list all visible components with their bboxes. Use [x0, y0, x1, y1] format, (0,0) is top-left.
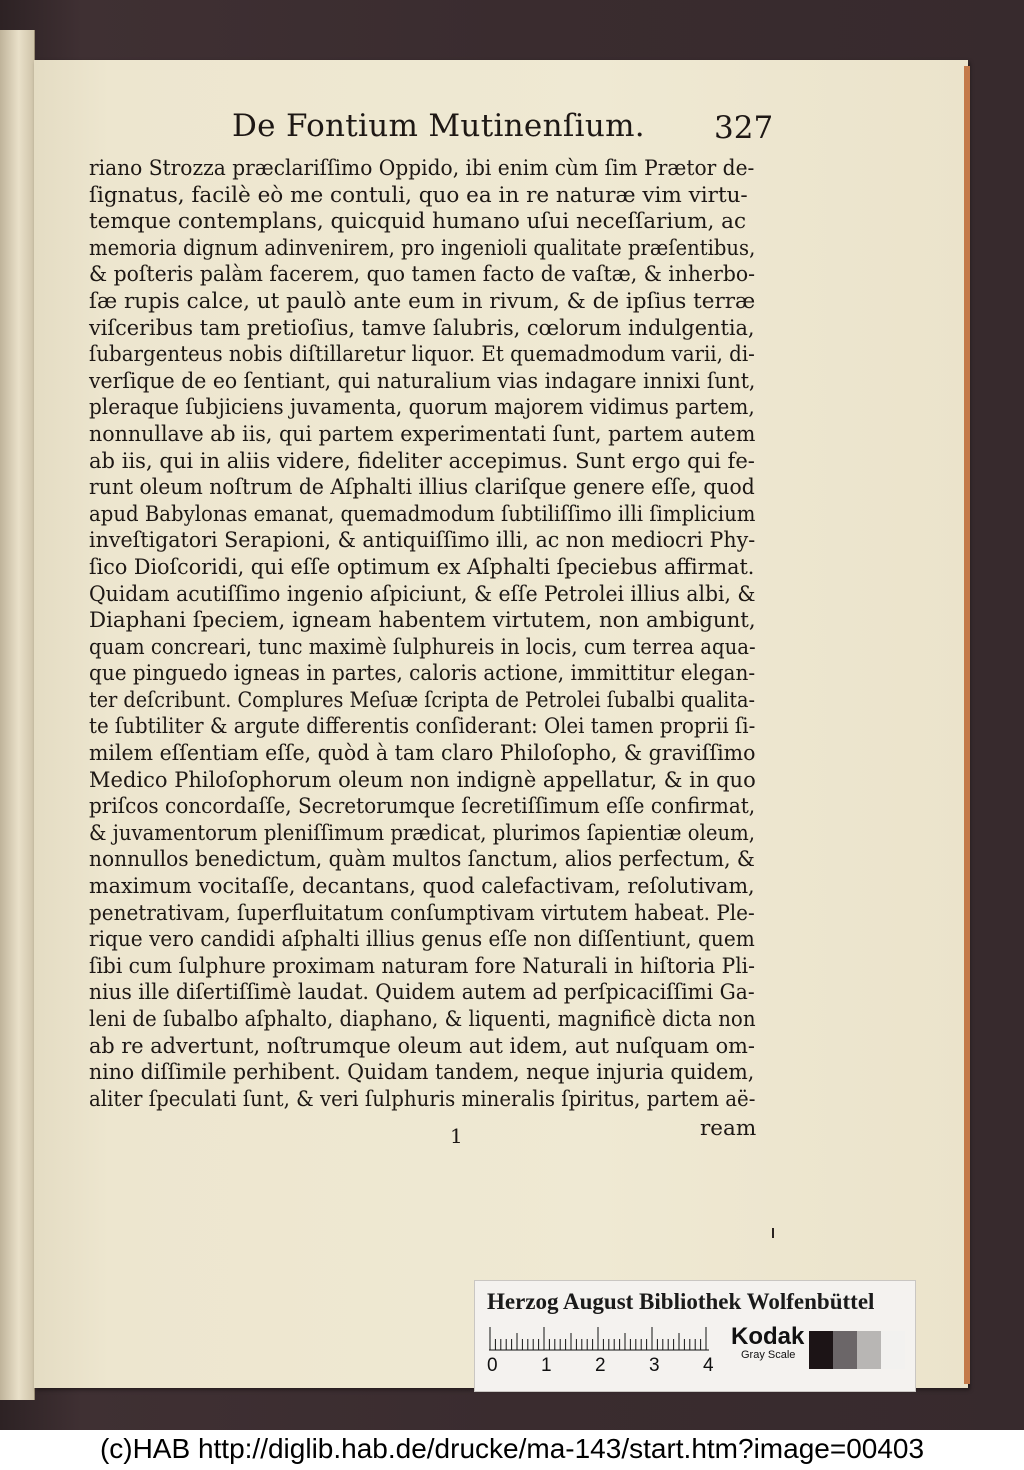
text-line: nius ille diſertiſſimè laudat. Quidem autem ad perſpicaciſſimi Ga- — [89, 980, 755, 1006]
text-line: pleraque ſubjiciens juvamenta, quorum majorem vidimus partem, — [89, 395, 755, 421]
text-line: memoria dignum adinvenirem, pro ingenioli qualitate præſentibus, — [89, 235, 756, 261]
text-line: nonnullave ab iis, qui partem experimentati ſunt, partem autem — [89, 421, 756, 447]
gray-patch — [881, 1331, 905, 1369]
text-line: penetrativam, ſuperfluitatum conſumptivam virtutem habeat. Ple- — [89, 900, 755, 926]
text-line: que pinguedo igneas in partes, caloris actione, immittitur elegan- — [89, 661, 756, 687]
ruler-label: 2 — [595, 1355, 606, 1376]
text-line: nino diſſimile perhibent. Quidam tandem, neque injuria quidem, — [89, 1060, 755, 1086]
text-line: runt oleum noſtrum de Aſphalti illius clariſque genere eſſe, quod — [89, 475, 755, 501]
text-line: rique vero candidi aſphalti illius genus eſſe non diſſentiunt, quem — [89, 927, 755, 953]
text-line: apud Babylonas emanat, quemadmodum ſubtiliſſimo illi ſimplicium — [89, 501, 756, 527]
text-line: te ſubtiliter & argute differentis conſiderant: Olei tamen proprii ſi- — [89, 714, 756, 740]
text-line: Medico Philoſophorum oleum non indignè appellatur, & in quo — [89, 767, 756, 793]
page-edge — [964, 66, 970, 1384]
text-line: viſceribus tam pretioſius, tamve ſalubris, cœlorum indulgentia, — [89, 315, 755, 341]
margin-mark — [772, 1228, 774, 1238]
text-line: ab re advertunt, noſtrumque oleum aut idem, aut nuſquam om- — [89, 1033, 755, 1059]
kodak-logo: Kodak — [731, 1323, 805, 1350]
gray-scale-patches — [809, 1331, 905, 1369]
text-line: ab iis, qui in aliis videre, fideliter accepimus. Sunt ergo qui fe- — [89, 448, 755, 474]
institution-name: Herzog August Bibliothek Wolfenbüttel — [487, 1289, 875, 1314]
text-line: maximum vocitaſſe, decantans, quod calefactivam, reſolutivam, — [89, 874, 755, 900]
copyright-url: (c)HAB http://diglib.hab.de/drucke/ma-143/start.htm?image=00403 — [99, 1433, 925, 1464]
footer-bar — [0, 1430, 1024, 1470]
gray-scale-label: Gray Scale — [741, 1349, 796, 1361]
running-head-title: De Fontium Mutinenſium. — [232, 108, 645, 144]
text-line: quam concreari, tunc maximè ſulphureis in locis, cum terrea aqua- — [89, 634, 756, 660]
ruler-label: 1 — [541, 1355, 552, 1376]
book-spine — [0, 30, 35, 1400]
text-line: ſignatus, facilè eò me contuli, quo ea in re naturæ vim virtu- — [89, 182, 748, 208]
text-line: leni de ſubalbo aſphalto, diaphano, & liquenti, magnificè dicta non — [89, 1007, 756, 1032]
text-line: ſico Dioſcoridi, qui eſſe optimum ex Aſphalti ſpeciebus affirmat. — [89, 554, 755, 580]
ruler-label: 3 — [649, 1355, 660, 1376]
ruler-label: 0 — [487, 1355, 498, 1376]
text-line: & poſteris palàm facerem, quo tamen facto de vaſtæ, & inherbo- — [89, 262, 755, 288]
text-line: priſcos concordaſſe, Secretorumque ſecretiſſimum eſſe confirmat, — [89, 794, 756, 820]
text-line: aliter ſpeculati ſunt, & veri ſulphuris mineralis ſpiritus, partem aë- — [89, 1086, 756, 1112]
text-line: inveſtigatori Serapioni, & antiquiſſimo illi, ac non mediocri Phy- — [89, 528, 756, 554]
gray-patch — [857, 1331, 881, 1369]
page-number: 327 — [714, 110, 774, 146]
text-line: verſique de eo ſentiant, qui naturalium vias indagare innixi ſunt, — [89, 368, 756, 394]
text-line: Diaphani ſpeciem, igneam habentem virtutem, non ambigunt, — [89, 608, 756, 634]
text-line: temque contemplans, quicquid humano uſui neceſſarium, ac — [89, 209, 746, 235]
text-line: milem eſſentiam eſſe, quòd à tam claro Philoſopho, & graviſſimo — [89, 741, 756, 767]
text-line: riano Strozza præclariſſimo Oppido, ibi enim cùm ſim Prætor de- — [89, 156, 755, 181]
text-line: & juvamentorum pleniſſimum prædicat, plurimos ſapientiæ oleum, — [89, 820, 756, 846]
text-line: ter deſcribunt. Complures Meſuæ ſcripta de Petrolei ſubalbi qualita- — [89, 687, 756, 713]
text-line: ſubargenteus nobis diſtillaretur liquor. Et quemadmodum varii, di- — [89, 342, 755, 368]
text-line: ſibi cum ſulphure proximam naturam fore Naturali in hiſtoria Pli- — [89, 953, 755, 979]
running-head — [0, 108, 1024, 148]
text-line: nonnullos benedictum, quàm multos ſanctum, alios perfectum, & — [89, 847, 755, 873]
text-line: Quidam acutiſſimo ingenio aſpiciunt, & eſſe Petrolei illius albi, & — [89, 581, 756, 607]
ruler-labels — [487, 1355, 727, 1381]
ruler-label: 4 — [703, 1355, 714, 1376]
gray-patch — [809, 1331, 833, 1369]
gray-patch — [833, 1331, 857, 1369]
color-scale-card — [474, 1280, 916, 1392]
text-line: ſæ rupis calce, ut paulò ante eum in rivum, & de ipſius terræ — [89, 288, 756, 314]
measurement-ruler — [489, 1327, 719, 1351]
catchword: ream — [700, 1116, 757, 1141]
signature-mark: 1 — [450, 1124, 463, 1148]
body-text — [89, 156, 755, 1113]
